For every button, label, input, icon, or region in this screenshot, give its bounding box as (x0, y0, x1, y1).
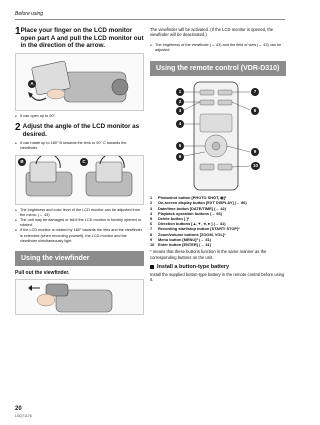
viewfinder-note: ● The brightness of the viewfinder (→ 43) and the field of view (→ 43) can be adjusted. (150, 43, 286, 53)
square-bullet-icon (150, 265, 154, 269)
remote-section-heading: Using the remote control (VDR-D310) (150, 61, 286, 76)
remote-label-8: 8 (251, 107, 259, 115)
note-item: ● The brightness and color level of the LCD monitor can be adjusted from the menu. (→ 43) (15, 208, 144, 218)
page-header: Before using (15, 11, 44, 17)
remote-control-illustration (150, 80, 286, 192)
header-rule (15, 19, 285, 20)
step-2-text: Adjust the angle of the LCD monitor as desired. (22, 122, 140, 138)
list-item: 9 Menu button [MENU]* (→ 41) (150, 236, 211, 242)
remote-label-4: 4 (176, 120, 184, 128)
list-item: 2 On-screen display button [EXT DISPLAY] (→ 86) (150, 200, 247, 206)
viewfinder-figure (15, 279, 144, 315)
list-item: 5 Delete button [ ]* (150, 216, 190, 222)
lcd-rotate-figure (15, 155, 144, 205)
step-2-number: 2 (15, 121, 21, 133)
list-item: 4 Playback operation buttons (→ 66) (150, 210, 222, 216)
remote-label-6: 6 (176, 153, 184, 161)
note-item: ● The unit may be damaged or fail if the LCD monitor is forcibly opened or rotated. (15, 218, 144, 228)
list-item: 1 Photoshot button [PHOTO SHOT, ◉]* (150, 195, 227, 201)
document-code: LSQT1176 (15, 414, 32, 418)
step-1-number: 1 (15, 26, 21, 37)
step-1-text: Place your finger on the LCD monitor open part A and pull the LCD monitor out in the direction of the arrow. (20, 27, 144, 50)
remote-label-9: 9 (251, 148, 259, 156)
remote-label-1: 1 (176, 88, 184, 96)
lcd-open-figure (15, 53, 144, 111)
step-1 (15, 27, 144, 50)
viewfinder-intro: The viewfinder will be activated. (If the LCD monitor is opened, the viewfinder will be deactivated.) (150, 27, 274, 38)
remote-label-5: 5 (176, 142, 184, 150)
viewfinder-instruction: Pull out the viewfinder. (15, 270, 70, 276)
step-2-note: ● It can rotate up to 180° B towards the lens or 90° C towards the viewfinder. (15, 141, 144, 151)
left-column (15, 27, 144, 315)
step-1-note: ● It can open up to 90°. (15, 114, 144, 119)
notes-list (15, 208, 144, 244)
battery-subheading (150, 264, 286, 270)
list-item: 8 Zoom/volume buttons [ZOOM, VOL]* (150, 231, 226, 237)
remote-label-7: 7 (251, 88, 259, 96)
list-item: 7 Recording start/stop button [START/ STOP]* (150, 226, 240, 232)
label-c-badge: C (80, 158, 88, 166)
label-a-badge: A (28, 80, 36, 88)
remote-button-list (150, 195, 286, 247)
footnote: * means that these buttons function in the same manner as the corresponding buttons on the unit. (150, 249, 267, 260)
list-item: 3 Date/time button [DATE/TIME] (→ 42) (150, 205, 227, 211)
battery-subheading-text: Install a button-type battery (157, 264, 230, 271)
note-item: ● If the LCD monitor is rotated by 180° towards the lens and the viewfinder is extended (when recording yourself), the LCD monitor and the viewfinder simultaneously light. (15, 228, 144, 244)
list-item: 6 Direction buttons [▲,▼,◄,►] (→ 41) (150, 221, 226, 227)
viewfinder-illustration (16, 280, 144, 316)
battery-text: Install the supplied button-type battery in the remote control before using it. (150, 272, 285, 283)
right-column (150, 27, 286, 283)
remote-label-10: 10 (252, 163, 258, 169)
viewfinder-section-heading: Using the viewfinder (15, 251, 144, 266)
remote-label-3: 3 (176, 107, 184, 115)
label-b-badge: B (18, 158, 26, 166)
remote-label-2: 2 (176, 98, 184, 106)
step-2 (15, 123, 144, 138)
page-number: 20 (15, 406, 22, 412)
list-item: 10 Enter button [ENTER] (→ 41) (150, 242, 211, 248)
remote-figure (150, 80, 286, 192)
